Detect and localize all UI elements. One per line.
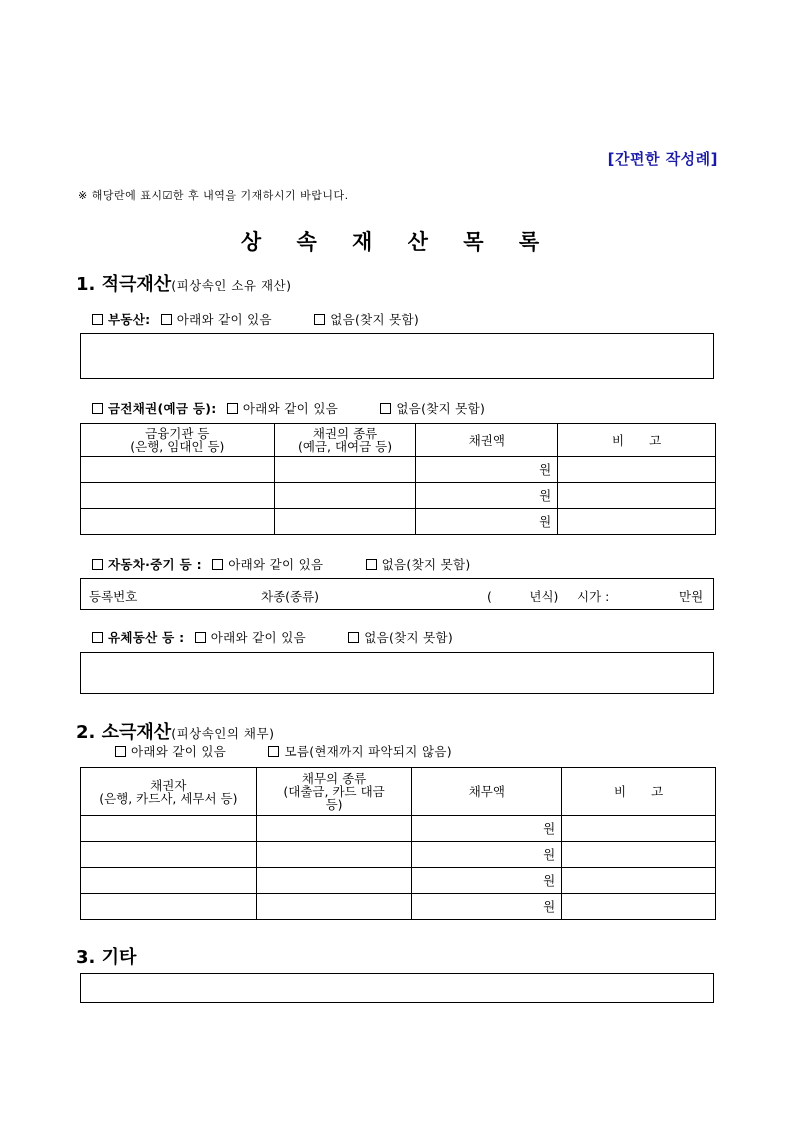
amount-unit[interactable]: 원 [416,483,558,509]
vehicle-absent-label: 없음(찾지 못함) [381,557,471,572]
table-row [81,842,716,868]
cell-input[interactable] [256,894,412,920]
financial-absent-label: 없음(찾지 못함) [396,401,486,416]
vehicle-model-label: 차종(종류) [261,589,320,604]
financial-present-label: 아래와 같이 있음 [242,401,339,416]
section-2-subtitle: (피상속인의 채무) [171,726,275,741]
vehicle-row [92,555,471,573]
debt-options-row [115,742,452,760]
col-header: 비 고 [558,424,716,457]
col-header: 채권의 종류 (예금, 대여금 등) [274,424,416,457]
financial-label: 금전채권(예금 등): [108,401,217,416]
cell-input[interactable] [81,509,275,535]
vehicle-input-box[interactable] [80,578,714,610]
cell-input[interactable] [81,842,257,868]
amount-unit[interactable]: 원 [412,816,562,842]
table-row [81,483,716,509]
bullet-square-icon [92,314,103,325]
section-1-heading [76,270,292,296]
cell-input[interactable] [256,842,412,868]
col-header: 채무의 종류 (대출금, 카드 대금 등) [256,768,412,816]
vehicle-present-checkbox[interactable] [212,559,223,570]
amount-unit[interactable]: 원 [412,894,562,920]
debt-unknown-checkbox[interactable] [268,746,279,757]
real-estate-row [92,310,419,328]
section-2-heading [76,718,274,744]
amount-unit[interactable]: 원 [412,868,562,894]
financial-table [80,423,716,535]
cell-input[interactable] [562,816,716,842]
page-title: 상 속 재 산 목 록 [240,230,554,254]
cell-input[interactable] [558,483,716,509]
cell-input[interactable] [81,483,275,509]
real-estate-absent-label: 없음(찾지 못함) [330,312,420,327]
movable-input-box[interactable] [80,652,714,694]
bullet-square-icon [92,403,103,414]
real-estate-input-box[interactable] [80,333,714,379]
section-2-title: 2. 소극재산 [76,722,172,743]
movable-absent-checkbox[interactable] [348,632,359,643]
vehicle-label: 자동차·중기 등 : [108,557,202,572]
cell-input[interactable] [562,868,716,894]
table-header-row [81,424,716,457]
other-input-box[interactable] [80,973,714,1003]
table-row [81,894,716,920]
real-estate-absent-checkbox[interactable] [314,314,325,325]
col-header: 채무액 [412,768,562,816]
debt-present-checkbox[interactable] [115,746,126,757]
notice-text: ※ 해당란에 표시☑한 후 내역을 기재하시기 바랍니다. [78,189,349,202]
debt-present-label: 아래와 같이 있음 [131,744,227,759]
cell-input[interactable] [256,816,412,842]
debt-unknown-label: 모름(현재까지 파악되지 않음) [284,744,452,759]
movable-row [92,628,453,646]
section-1-subtitle: (피상속인 소유 재산) [171,278,292,293]
cell-input[interactable] [562,842,716,868]
amount-unit[interactable]: 원 [416,509,558,535]
table-row [81,816,716,842]
bullet-square-icon [92,559,103,570]
financial-row [92,399,485,417]
movable-absent-label: 없음(찾지 못함) [364,630,454,645]
cell-input[interactable] [81,894,257,920]
bullet-square-icon [92,632,103,643]
vehicle-present-label: 아래와 같이 있음 [228,557,324,572]
col-header: 비 고 [562,768,716,816]
amount-unit[interactable]: 원 [416,457,558,483]
financial-present-checkbox[interactable] [227,403,238,414]
section-3-heading [76,943,136,969]
cell-input[interactable] [81,457,275,483]
debt-table [80,767,716,920]
cell-input[interactable] [562,894,716,920]
vehicle-price-unit: 만원 [679,589,704,604]
cell-input[interactable] [558,509,716,535]
col-header: 채권자 (은행, 카드사, 세무서 등) [81,768,257,816]
col-header: 금융기관 등 (은행, 임대인 등) [81,424,275,457]
cell-input[interactable] [256,868,412,894]
vehicle-reg-label: 등록번호 [89,589,138,604]
cell-input[interactable] [81,868,257,894]
real-estate-present-label: 아래와 같이 있음 [176,312,272,327]
real-estate-label: 부동산: [108,312,151,327]
col-header: 채권액 [416,424,558,457]
real-estate-present-checkbox[interactable] [161,314,172,325]
table-header-row [81,768,716,816]
financial-absent-checkbox[interactable] [380,403,391,414]
table-row [81,509,716,535]
section-1-title: 1. 적극재산 [76,274,172,295]
table-row [81,457,716,483]
vehicle-absent-checkbox[interactable] [366,559,377,570]
section-3-title: 3. 기타 [76,947,137,968]
cell-input[interactable] [274,483,416,509]
cell-input[interactable] [558,457,716,483]
movable-present-label: 아래와 같이 있음 [210,630,306,645]
movable-label: 유체동산 등 : [108,630,185,645]
table-row [81,868,716,894]
example-tag: [간편한 작성례] [607,150,718,168]
vehicle-price-label: 시가 : [577,589,610,604]
cell-input[interactable] [274,509,416,535]
vehicle-year-label: ( 년식) [487,589,559,604]
movable-present-checkbox[interactable] [195,632,206,643]
cell-input[interactable] [274,457,416,483]
amount-unit[interactable]: 원 [412,842,562,868]
cell-input[interactable] [81,816,257,842]
